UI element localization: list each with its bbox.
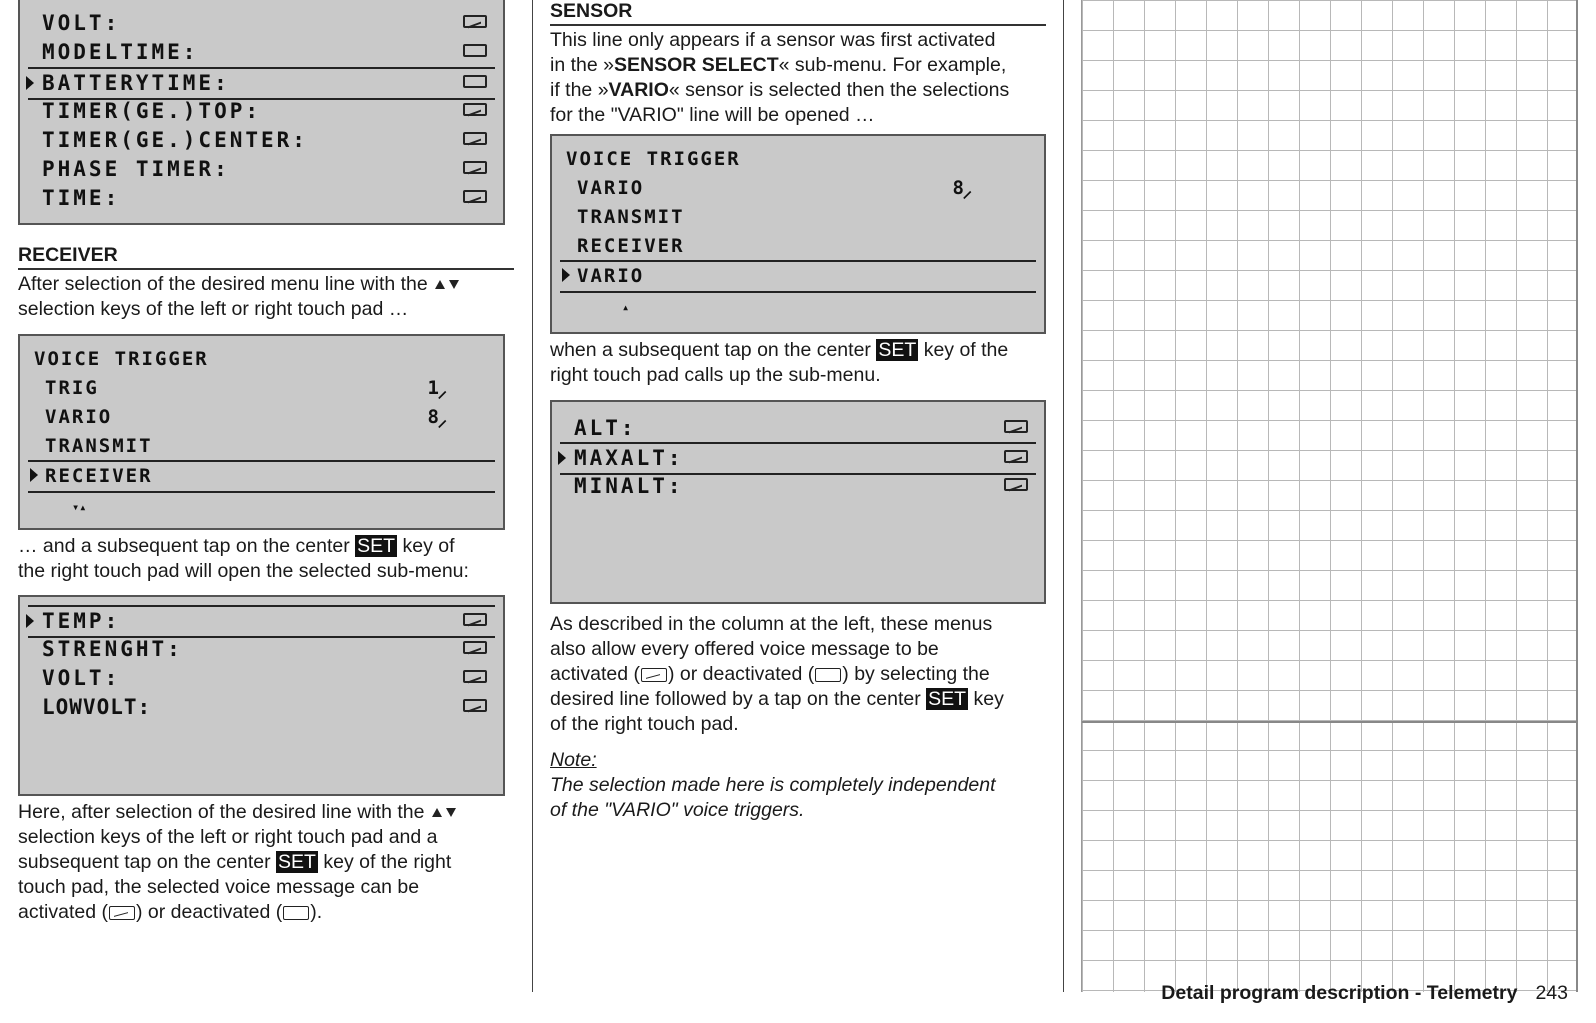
voice-on-icon — [463, 641, 487, 654]
voice-on-icon — [1004, 420, 1028, 433]
column-divider — [1063, 0, 1064, 992]
voice-on-icon — [109, 906, 135, 920]
switch-icon: ⸝ — [437, 409, 447, 431]
down-arrow-icon — [449, 280, 459, 289]
section-heading-receiver: RECEIVER — [18, 244, 514, 270]
column-divider — [532, 0, 533, 992]
voice-on-icon — [463, 699, 487, 712]
notes-grid — [1081, 0, 1578, 992]
lcd-row-selected[interactable]: MAXALT: — [560, 442, 1036, 475]
up-arrow-icon — [432, 808, 442, 817]
voice-off-icon — [463, 44, 487, 57]
paragraph: when a subsequent tap on the center SET key of the right touch pad calls up the sub-menu. — [550, 339, 1009, 386]
lcd-row[interactable] — [20, 9, 503, 38]
down-arrow-icon — [446, 808, 456, 817]
lcd-title: VOICE TRIGGER — [34, 348, 209, 370]
set-key-label: SET — [878, 339, 917, 361]
voice-off-icon — [283, 906, 309, 920]
cursor-icon — [558, 451, 566, 465]
lcd-row-selected[interactable]: VARIO — [560, 260, 1036, 293]
lcd-row[interactable]: VARIO 8 ⸝ — [45, 406, 447, 431]
lcd-screen-vario-submenu — [550, 400, 1046, 604]
cursor-icon — [26, 614, 34, 628]
voice-on-icon — [463, 15, 487, 28]
lcd-row[interactable]: TRANSMIT — [577, 206, 685, 228]
switch-icon: ⸝ — [437, 380, 447, 402]
paragraph: As described in the column at the left, these menus also allow every offered voice message to be activated ( ) or deactivated ( ) by selecting the desired line followed by a tap on the center SET key of the right touch pad. — [550, 613, 1004, 735]
paragraph: After selection of the desired menu line with the selection keys of the left or right touch pad … — [18, 272, 514, 322]
lcd-row[interactable]: VARIO 8 ⸝ — [577, 177, 972, 202]
voice-off-icon — [463, 75, 487, 88]
lcd-screen-receiver-menu — [18, 0, 505, 225]
scroll-arrows-icon: ▾▴ — [72, 500, 87, 514]
voice-on-icon — [1004, 478, 1028, 491]
up-arrow-icon — [435, 280, 445, 289]
voice-off-icon — [815, 668, 841, 682]
lcd-row-label: TIMER(GE.)CENTER: — [42, 128, 308, 152]
scroll-up-icon: ▴ — [622, 300, 630, 314]
lcd-row[interactable]: RECEIVER — [577, 235, 685, 257]
lcd-screen-voice-trigger-vario — [550, 134, 1046, 334]
lcd-row[interactable] — [20, 155, 503, 184]
page-number: 243 — [1535, 982, 1568, 1004]
lcd-screen-receiver-submenu — [18, 595, 505, 796]
lcd-row-label: PHASE TIMER: — [42, 157, 230, 181]
lcd-row[interactable]: MINALT: — [552, 472, 1044, 501]
lcd-row[interactable]: LOWVOLT: — [20, 693, 503, 722]
lcd-row-label: TIMER(GE.)TOP: — [42, 99, 262, 123]
section-heading-sensor: SENSOR — [550, 0, 1046, 26]
lcd-row[interactable]: TRIG 1 ⸝ — [45, 377, 447, 402]
page-footer — [1161, 982, 1568, 1005]
lcd-row-selected[interactable]: TEMP: — [28, 605, 495, 638]
voice-on-icon — [641, 668, 667, 682]
cursor-icon — [30, 468, 38, 482]
lcd-title: VOICE TRIGGER — [566, 148, 741, 170]
voice-on-icon — [463, 132, 487, 145]
voice-on-icon — [463, 161, 487, 174]
lcd-row[interactable] — [20, 126, 503, 155]
paragraph: Here, after selection of the desired line with the selection keys of the left or right touch pad and a subsequent tap on the center SET key of the right touch pad, the selected voice message can be activated ( ) or deactivated ( ). — [18, 800, 514, 925]
grid-border — [1576, 0, 1578, 992]
lcd-row-label: MODELTIME: — [42, 40, 199, 64]
set-key-label: SET — [357, 535, 396, 557]
voice-on-icon — [463, 613, 487, 626]
footer-title: Detail program description - Telemetry — [1161, 982, 1518, 1004]
lcd-row-label: TIME: — [42, 186, 121, 210]
lcd-row[interactable]: VOLT: — [20, 664, 503, 693]
note: Note: The selection made here is completely independent of the "VARIO" voice triggers. — [550, 749, 996, 821]
voice-on-icon — [463, 103, 487, 116]
lcd-row-selected[interactable] — [28, 67, 495, 100]
lcd-row[interactable] — [20, 97, 503, 126]
lcd-row[interactable]: ALT: — [552, 414, 1044, 443]
lcd-screen-voice-trigger — [18, 334, 505, 530]
paragraph: … and a subsequent tap on the center SET key of the right touch pad will open the selected sub-menu: — [18, 535, 469, 582]
lcd-row[interactable] — [20, 38, 503, 67]
lcd-row-label: BATTERYTIME: — [42, 71, 230, 95]
lcd-row[interactable]: STRENGHT: — [20, 635, 503, 664]
paragraph: This line only appears if a sensor was first activated in the »SENSOR SELECT« sub-menu. For example, if the »VARIO« sensor is selected then the selections for the "VARIO" line will be opened … — [550, 29, 1010, 126]
voice-on-icon — [1004, 450, 1028, 463]
lcd-row[interactable] — [20, 184, 503, 213]
voice-on-icon — [463, 670, 487, 683]
switch-icon: ⸝ — [962, 180, 972, 202]
cursor-icon — [562, 268, 570, 282]
grid-midline — [1082, 721, 1578, 723]
lcd-row[interactable]: TRANSMIT — [45, 435, 153, 457]
lcd-row-label: VOLT: — [42, 11, 121, 35]
cursor-icon — [26, 76, 34, 90]
lcd-row-selected[interactable]: RECEIVER — [28, 460, 495, 493]
set-key-label: SET — [928, 688, 967, 710]
set-key-label: SET — [278, 851, 316, 873]
voice-on-icon — [463, 190, 487, 203]
